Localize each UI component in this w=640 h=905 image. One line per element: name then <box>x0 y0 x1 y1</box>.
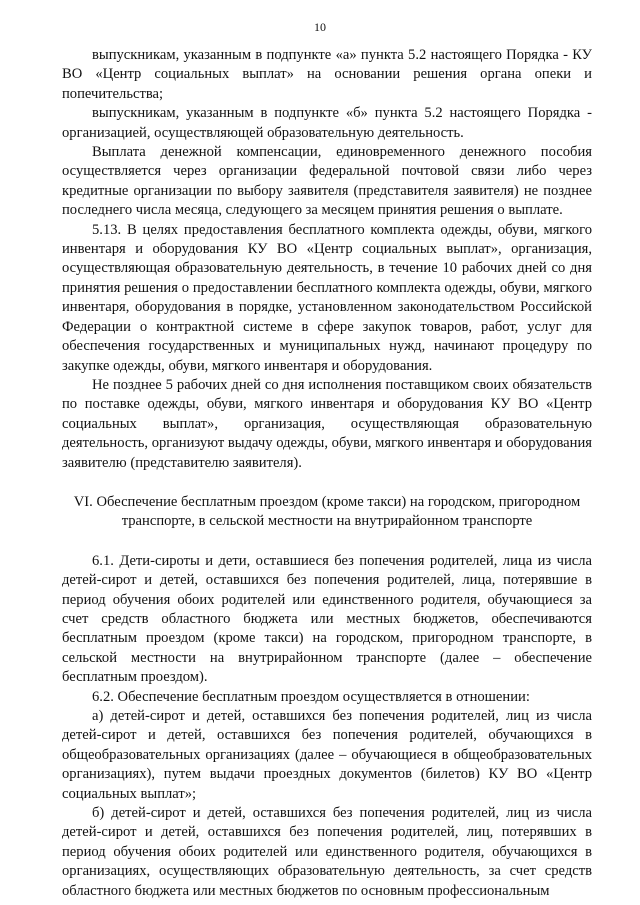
paragraph-payment-method: Выплата денежной компенсации, единовременного денежного пособия осуществляется через организации федеральной почтовой связи либо через кредитные организации по выбору заявителя (представителя заявителя) не позднее последнего числа месяца, следующего за месяцем принятия решения о выплате. <box>62 144 592 219</box>
paragraph-5-13: 5.13. В целях предоставления бесплатного комплекта одежды, обуви, мягкого инвентаря и оборудования КУ ВО «Центр социальных выплат», организация, осуществляющая образовательную деятельность, в течение 10 рабочих дней со дня принятия решения о предоставлении бесплатного комплекта одежды, обуви, мягкого инвентаря, оборудования в порядке, установленном законодательством Российской Федерации о контрактной системе в сфере закупок товаров, работ, услуг для обеспечения государственных и муниципальных нужд, начинают процедуру по закупке одежды, обуви, мягкого инвентаря и оборудования. <box>62 221 592 374</box>
section-gap <box>62 532 592 552</box>
paragraph-6-2-a: а) детей-сирот и детей, оставшихся без попечения родителей, лиц из числа детей-сирот и детей, оставшихся без попечения родителей, обучающихся в общеобразовательных организациях (далее – обучающиеся в общеобразовательных организациях), путем выдачи проездных документов (билетов) КУ ВО «Центр социальных выплат»; <box>62 708 592 802</box>
paragraph-graduates-a: выпускникам, указанным в подпункте «а» пункта 5.2 настоящего Порядка - КУ ВО «Центр социальных выплат» на основании решения органа опеки и попечительства; <box>62 47 592 102</box>
paragraph-graduates-b: выпускникам, указанным в подпункте «б» пункта 5.2 настоящего Порядка - организацией, осуществляющей образовательную деятельность. <box>62 105 592 141</box>
document-body <box>62 46 592 901</box>
paragraph-6-2-b: б) детей-сирот и детей, оставшихся без попечения родителей, лиц из числа детей-сирот и детей, оставшихся без попечения родителей, лиц, потерявших в период обучения обоих родителей или единственного родителя, обучающихся в организациях, осуществляющих образовательную деятельность, за счет средств областного бюджета или местных бюджетов по основным профессиональным <box>62 805 592 899</box>
section-heading: VI. Обеспечение бесплатным проездом (кроме такси) на городском, пригородном транспорте, в сельской местности на внутрирайонном транспорте <box>73 493 581 530</box>
paragraph-6-1: 6.1. Дети-сироты и дети, оставшиеся без попечения родителей, лица из числа детей-сирот и детей, оставшихся без попечения родителей, лица, потерявшие в период обучения обоих родителей или единственного родителя, обучающиеся за счет средств областного бюджета или местных бюджетов, обеспечиваются бесплатным проездом (кроме такси) на городском, пригородном транспорте, в сельской местности на внутрирайонном транспорте (далее – обеспечение бесплатным проездом). <box>62 552 592 686</box>
paragraph-6-2: 6.2. Обеспечение бесплатным проездом осуществляется в отношении: <box>92 688 530 705</box>
section-gap <box>62 473 592 493</box>
page-number: 10 <box>314 20 326 34</box>
paragraph-delivery-deadline: Не позднее 5 рабочих дней со дня исполнения поставщиком своих обязательств по поставке одежды, обуви, мягкого инвентаря и оборудования КУ ВО «Центр социальных выплат», организация, осуществляющая образовательную деятельность, организуют выдачу одежды, обуви, мягкого инвентаря и оборудования заявителю (представителю заявителя). <box>62 376 592 471</box>
